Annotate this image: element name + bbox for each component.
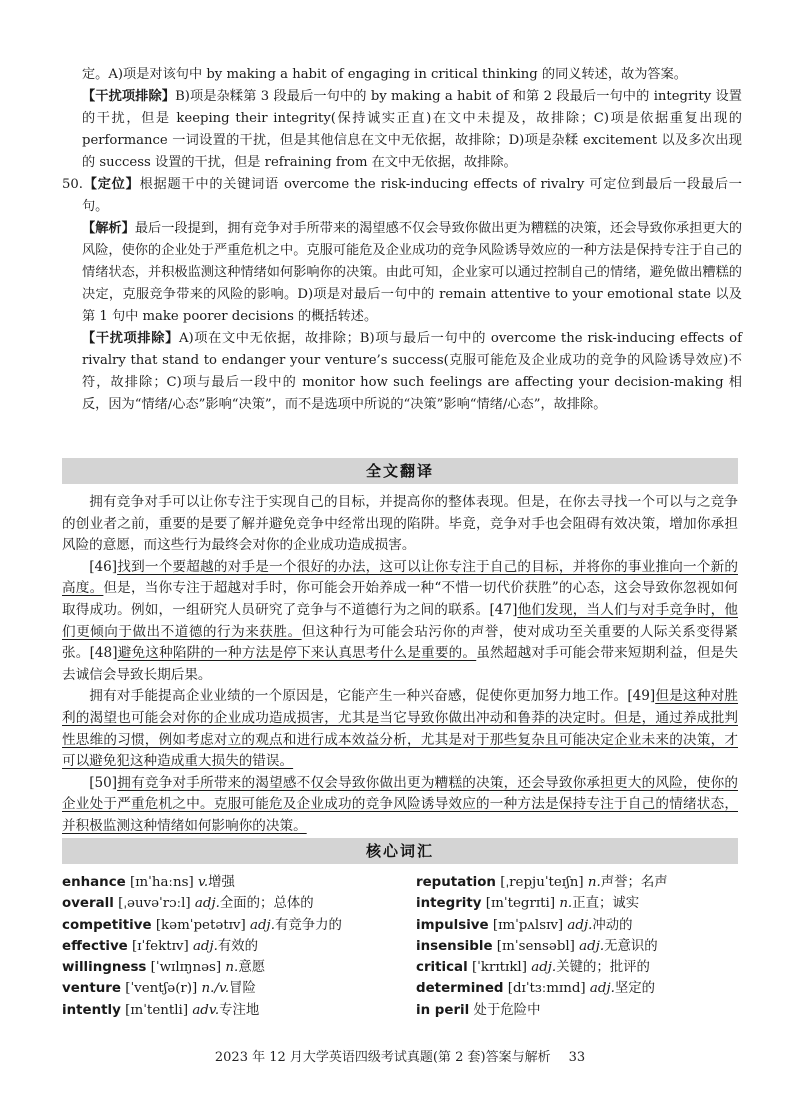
underlined-47: 他们发现，当人们与对手竞争时，他们更倾向于做出不道德的行为来获胜。 — [62, 601, 739, 640]
q49-answer-text: 定。A)项是对该句中 by making a habit of engaging in critical thinking 的同义转述，故为答案。 — [82, 67, 687, 82]
q50-locate-paragraph — [62, 174, 742, 218]
vocab-pos: adj. — [567, 917, 593, 933]
vocab-word: reputation — [416, 875, 496, 890]
vocab-entry — [62, 893, 342, 914]
marker-46: [46] — [89, 558, 118, 575]
translation-paragraph — [62, 686, 738, 772]
vocab-pos: v. — [197, 875, 209, 890]
translation-paragraph: 拥有竞争对手可以让你专注于实现自己的目标，并提高你的整体表现。但是，在你去寻找一个可以与之竞争的创业者之前，重要的是要了解并避免竞争中经常出现的陷阱。毕竟，竞争对手也会阻碍有效决策，增加你承担风险的意愿，而这些行为最终会对你的企业成功造成损害。 — [62, 494, 738, 554]
vocab-entry — [416, 1000, 668, 1021]
q50-distractor-text: A)项在文中无依据，故排除；B)项与最后一句中的 overcome the risk-inducing effects of rivalry that stand to endanger your venture’s success(克服可能危及企业成功的竞争的风险诱导效应)不符，故排除；C)项与最后一段中的 monitor how such feelings are affecting your decision-making 相反，因为“情绪/心态”影响“决策”，而不是选项中所说的“决策”影响“情绪/心态”，故排除。 — [82, 331, 742, 412]
vocab-ipa: [kəmˈpetətɪv] — [155, 917, 246, 933]
vocab-meaning: 全面的；总体的 — [219, 896, 314, 912]
vocab-ipa: [ˌəuvəˈrɔːl] — [118, 896, 191, 912]
underlined-49: 但是这种对胜利的渴望也可能会对你的企业成功造成损害，尤其是当它导致你做出冲动和鲁莽的决定时。但是，通过养成批判性思维的习惯，例如考虑对立的观点和进行成本效益分析，尤其是对于那些复杂且可能决定企业未来的决策，才可以避免犯这种造成重大损失的错误。 — [62, 688, 739, 770]
translation-text: 但这种行为可能会玷污你的声誉，使对成功至关重要的人际关系变得紧张。 — [62, 623, 738, 662]
vocab-pos: adj. — [194, 896, 220, 912]
page-number: 33 — [568, 1050, 586, 1065]
vocab-pos: adj. — [250, 917, 275, 933]
vocab-entry — [416, 957, 668, 978]
vocab-entry — [62, 936, 342, 957]
vocabulary-heading: 核心词汇 — [62, 838, 738, 864]
vocab-entry — [416, 872, 668, 893]
vocab-entry — [62, 978, 342, 999]
underlined-48: 避免这种陷阱的一种方法是停下来认真思考什么是重要的。 — [117, 645, 477, 662]
vocab-word: overall — [62, 896, 114, 912]
vocab-meaning: 有竞争力的 — [274, 917, 342, 933]
translation-block — [62, 492, 738, 838]
vocab-entry — [416, 978, 668, 999]
underlined-46: 找到一个要超越的对手是一个很好的办法，这可以让你专注于自己的目标，并将你的事业推向一个新的高度。 — [62, 558, 738, 597]
vocab-pos: adv. — [192, 1002, 220, 1018]
vocab-meaning: 专注地 — [219, 1002, 260, 1018]
vocab-meaning: 增强 — [208, 875, 235, 890]
vocab-word: in peril — [416, 1002, 470, 1018]
vocab-pos: n. — [225, 960, 239, 976]
vocab-word: impulsive — [416, 917, 489, 933]
translation-heading: 全文翻译 — [62, 458, 738, 484]
vocab-ipa: [ɪnˈtentli] — [125, 1002, 189, 1018]
vocab-ipa: [ɪmˈpʌlsɪv] — [492, 917, 564, 933]
vocab-word: enhance — [62, 875, 126, 890]
vocab-word: willingness — [62, 960, 147, 976]
vocab-meaning: 意愿 — [238, 960, 266, 976]
vocab-meaning: 无意识的 — [604, 938, 658, 954]
vocab-ipa: [ˌrepjuˈteɪʃn] — [500, 875, 584, 890]
page-footer — [0, 1046, 800, 1065]
vocab-word: effective — [62, 938, 128, 954]
marker-48: [48] — [89, 645, 118, 662]
vocab-pos: n. — [559, 896, 573, 912]
vocab-ipa: [ˈkrɪtɪkl] — [471, 960, 527, 976]
vocab-pos: adj. — [579, 938, 605, 954]
vocab-word: critical — [416, 960, 468, 976]
question-number: 50. — [62, 177, 83, 192]
q50-analysis-text: 最后一段提到，拥有竞争对手所带来的渴望感不仅会导致你做出更为糟糕的决策，还会导致你承担更大的风险，使你的企业处于严重危机之中。克服可能危及企业成功的竞争风险诱导效应的一种方法是保持专注于自己的情绪状态，并积极监测这种情绪如何影响你的决策。由此可知，企业家可以通过控制自己的情绪，避免做出糟糕的决定，克服竞争带来的风险的影响。D)项是对最后一句中的 remain attentive to your emotional state 以及第 1 句中 make poorer decisions 的概括转述。 — [82, 221, 743, 324]
q50-locate-text: 根据题干中的关键词语 overcome the risk-inducing effects of rivalry 可定位到最后一段最后一句。 — [82, 177, 742, 214]
q49-distractor-paragraph — [62, 86, 742, 174]
marker-47: [47] — [489, 601, 518, 618]
vocab-meaning: 处于危险中 — [473, 1002, 541, 1018]
q49-distractor-text: B)项是杂糅第 3 段最后一句中的 by making a habit of 和第 2 段最后一句中的 integrity 设置的干扰，但是 keeping their integrity(保持诚实正直)在文中未提及，故排除；C)项是依据重复出现的 performance 一词设置的干扰，但是其他信息在文中无依据，故排除；D)项是杂糅 excitement 以及多次出现的 success 设置的干扰，但是 refraining from 在文中无依据，故排除。 — [82, 89, 742, 170]
vocab-entry — [62, 957, 342, 978]
translation-paragraph — [62, 557, 738, 687]
vocab-meaning: 关键的；批评的 — [556, 960, 650, 976]
vocab-word: determined — [416, 981, 504, 997]
vocab-meaning: 坚定的 — [614, 981, 656, 997]
vocab-pos: n./v. — [201, 981, 230, 997]
vocab-meaning: 声誉；名声 — [600, 875, 668, 890]
vocab-word: insensible — [416, 938, 493, 954]
vocab-entry — [416, 936, 668, 957]
vocab-ipa: [ˈwɪlɪŋnəs] — [150, 960, 222, 976]
vocab-entry — [62, 872, 342, 893]
translation-text: 拥有对手能提高企业业绩的一个原因是，它能产生一种兴奋感，促使你更加努力地工作。 — [89, 688, 628, 705]
vocab-word: venture — [62, 981, 121, 997]
vocab-word: integrity — [416, 896, 482, 912]
vocab-entry — [416, 893, 668, 914]
vocab-meaning: 冒险 — [229, 981, 256, 997]
vocab-ipa: [ɪnˈsensəbl] — [496, 938, 575, 954]
vocab-word: intently — [62, 1002, 121, 1018]
vocab-meaning: 正直；诚实 — [572, 896, 640, 912]
vocab-pos: adj. — [192, 938, 218, 954]
q50-analysis-paragraph — [62, 218, 742, 328]
translation-text: 虽然超越对手可能会带来短期利益，但是失去诚信会导致长期后果。 — [62, 645, 739, 683]
underlined-50: 拥有竞争对手所带来的渴望感不仅会导致你做出更为糟糕的决策，还会导致你承担更大的风险，使你的企业处于严重危机之中。克服可能危及企业成功的竞争风险诱导效应的一种方法是保持专注于自己的情绪状态，并积极监测这种情绪如何影响你的决策。 — [62, 774, 738, 834]
vocab-pos: n. — [587, 875, 601, 890]
vocab-ipa: [ˈventʃə(r)] — [125, 981, 198, 997]
vocab-pos: adj. — [531, 960, 557, 976]
translation-paragraph — [62, 773, 738, 838]
vocab-ipa: [ɪnˈtegrɪti] — [485, 896, 556, 912]
vocab-pos: adj. — [589, 981, 615, 997]
vocab-entry — [416, 915, 668, 936]
vocab-word: competitive — [62, 917, 152, 933]
vocab-meaning: 有效的 — [217, 938, 259, 954]
distractor-tag: 【干扰项排除】 — [82, 331, 179, 346]
vocab-ipa: [ɪˈfektɪv] — [132, 938, 189, 954]
marker-49: [49] — [627, 688, 656, 705]
vocab-left-column — [62, 872, 342, 1021]
vocab-meaning: 冲动的 — [592, 917, 633, 933]
footer-title: 2023 年 12 月大学英语四级考试真题(第 2 套)答案与解析 — [214, 1050, 551, 1065]
analysis-tag: 【解析】 — [82, 221, 135, 236]
q50-distractor-paragraph — [62, 328, 742, 416]
explanation-block — [62, 64, 742, 416]
vocab-entry — [62, 915, 342, 936]
vocab-right-column — [416, 872, 668, 1021]
marker-50: [50] — [89, 774, 118, 791]
vocab-ipa: [dɪˈtɜːmɪnd] — [507, 981, 586, 997]
locate-tag: 【定位】 — [82, 177, 140, 192]
distractor-tag: 【干扰项排除】 — [82, 89, 176, 104]
vocab-entry — [62, 1000, 342, 1021]
vocab-ipa: [ɪnˈhaːns] — [130, 875, 194, 890]
translation-text: 但是，当你专注于超越对手时，你可能会开始养成一种“不惜一切代价获胜”的心态，这会导致你忽视如何取得成功。例如，一组研究人员研究了竞争与不道德行为之间的联系。 — [62, 580, 738, 618]
